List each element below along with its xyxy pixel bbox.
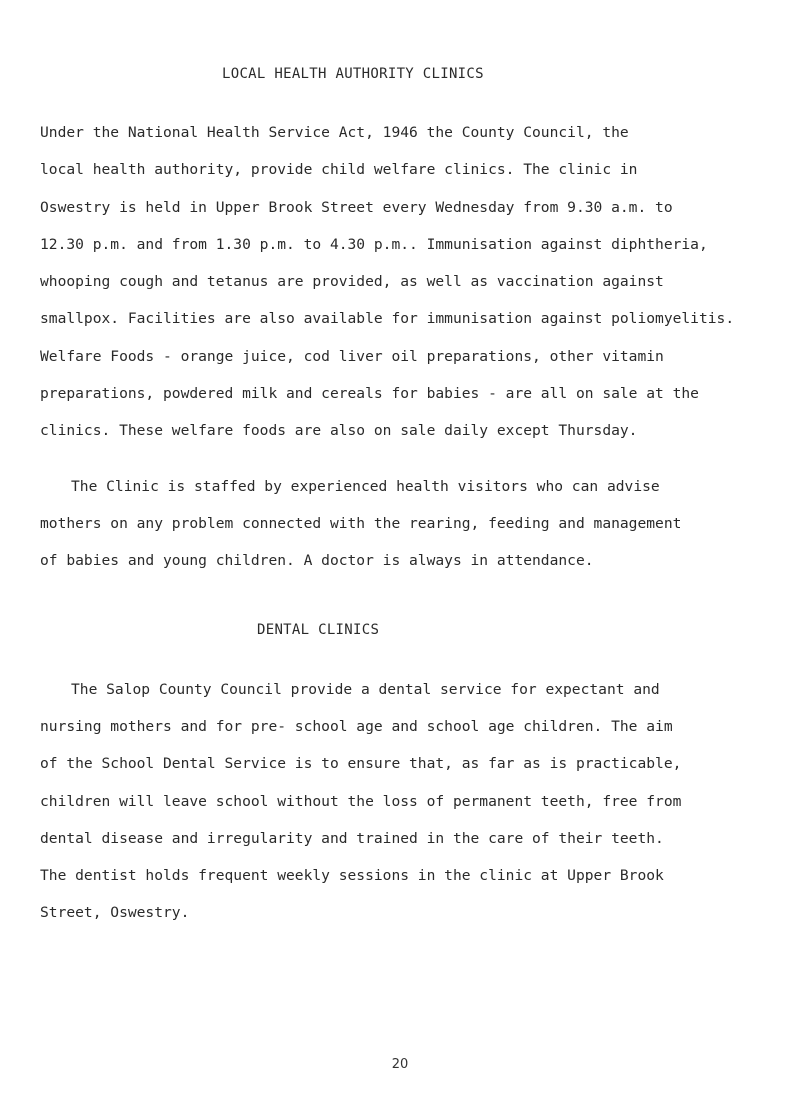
paragraph-line: dental disease and irregularity and trained in the care of their teeth. (40, 829, 664, 847)
paragraph-line: local health authority, provide child welfare clinics. The clinic in (40, 161, 638, 179)
paragraph-line: of the School Dental Service is to ensure that, as far as is practicable, (40, 755, 682, 773)
paragraph-line: Welfare Foods - orange juice, cod liver oil preparations, other vitamin (40, 347, 664, 365)
paragraph-line: Street, Oswestry. (40, 904, 190, 922)
paragraph-clinic-staff (71, 468, 791, 505)
paragraph-line: The Clinic is staffed by experienced health visitors who can advise (71, 478, 660, 495)
paragraph-line: smallpox. Facilities are also available for immunisation against poliomyelitis. (40, 310, 735, 328)
paragraph-child-welfare-clinics (40, 114, 800, 450)
paragraph-line: Oswestry is held in Upper Brook Street every Wednesday from 9.30 a.m. to (40, 198, 673, 216)
paragraph-line: nursing mothers and for pre- school age and school age children. The aim (40, 718, 673, 735)
paragraph-dental-service-continued (40, 708, 800, 932)
paragraph-clinic-staff-continued (40, 505, 800, 580)
paragraph-line: mothers on any problem connected with the rearing, feeding and management (40, 515, 682, 532)
paragraph-line: The Salop County Council provide a dental service for expectant and (71, 681, 660, 698)
paragraph-line: children will leave school without the loss of permanent teeth, free from (40, 792, 682, 810)
paragraph-line: 12.30 p.m. and from 1.30 p.m. to 4.30 p.m.. Immunisation against diphtheria, (40, 235, 708, 253)
paragraph-line: Under the National Health Service Act, 1946 the County Council, the (40, 124, 629, 141)
paragraph-line: preparations, powdered milk and cereals for babies - are all on sale at the (40, 385, 699, 403)
page-number: 20 (391, 1057, 409, 1072)
page-heading: LOCAL HEALTH AUTHORITY CLINICS (222, 66, 484, 82)
paragraph-line: The dentist holds frequent weekly sessions in the clinic at Upper Brook (40, 867, 664, 885)
section-heading-dental-clinics: DENTAL CLINICS (257, 622, 380, 638)
paragraph-line: whooping cough and tetanus are provided, as well as vaccination against (40, 273, 664, 291)
paragraph-line: clinics. These welfare foods are also on sale daily except Thursday. (40, 422, 638, 440)
paragraph-dental-service (71, 671, 791, 708)
paragraph-line: of babies and young children. A doctor is always in attendance. (40, 552, 594, 570)
